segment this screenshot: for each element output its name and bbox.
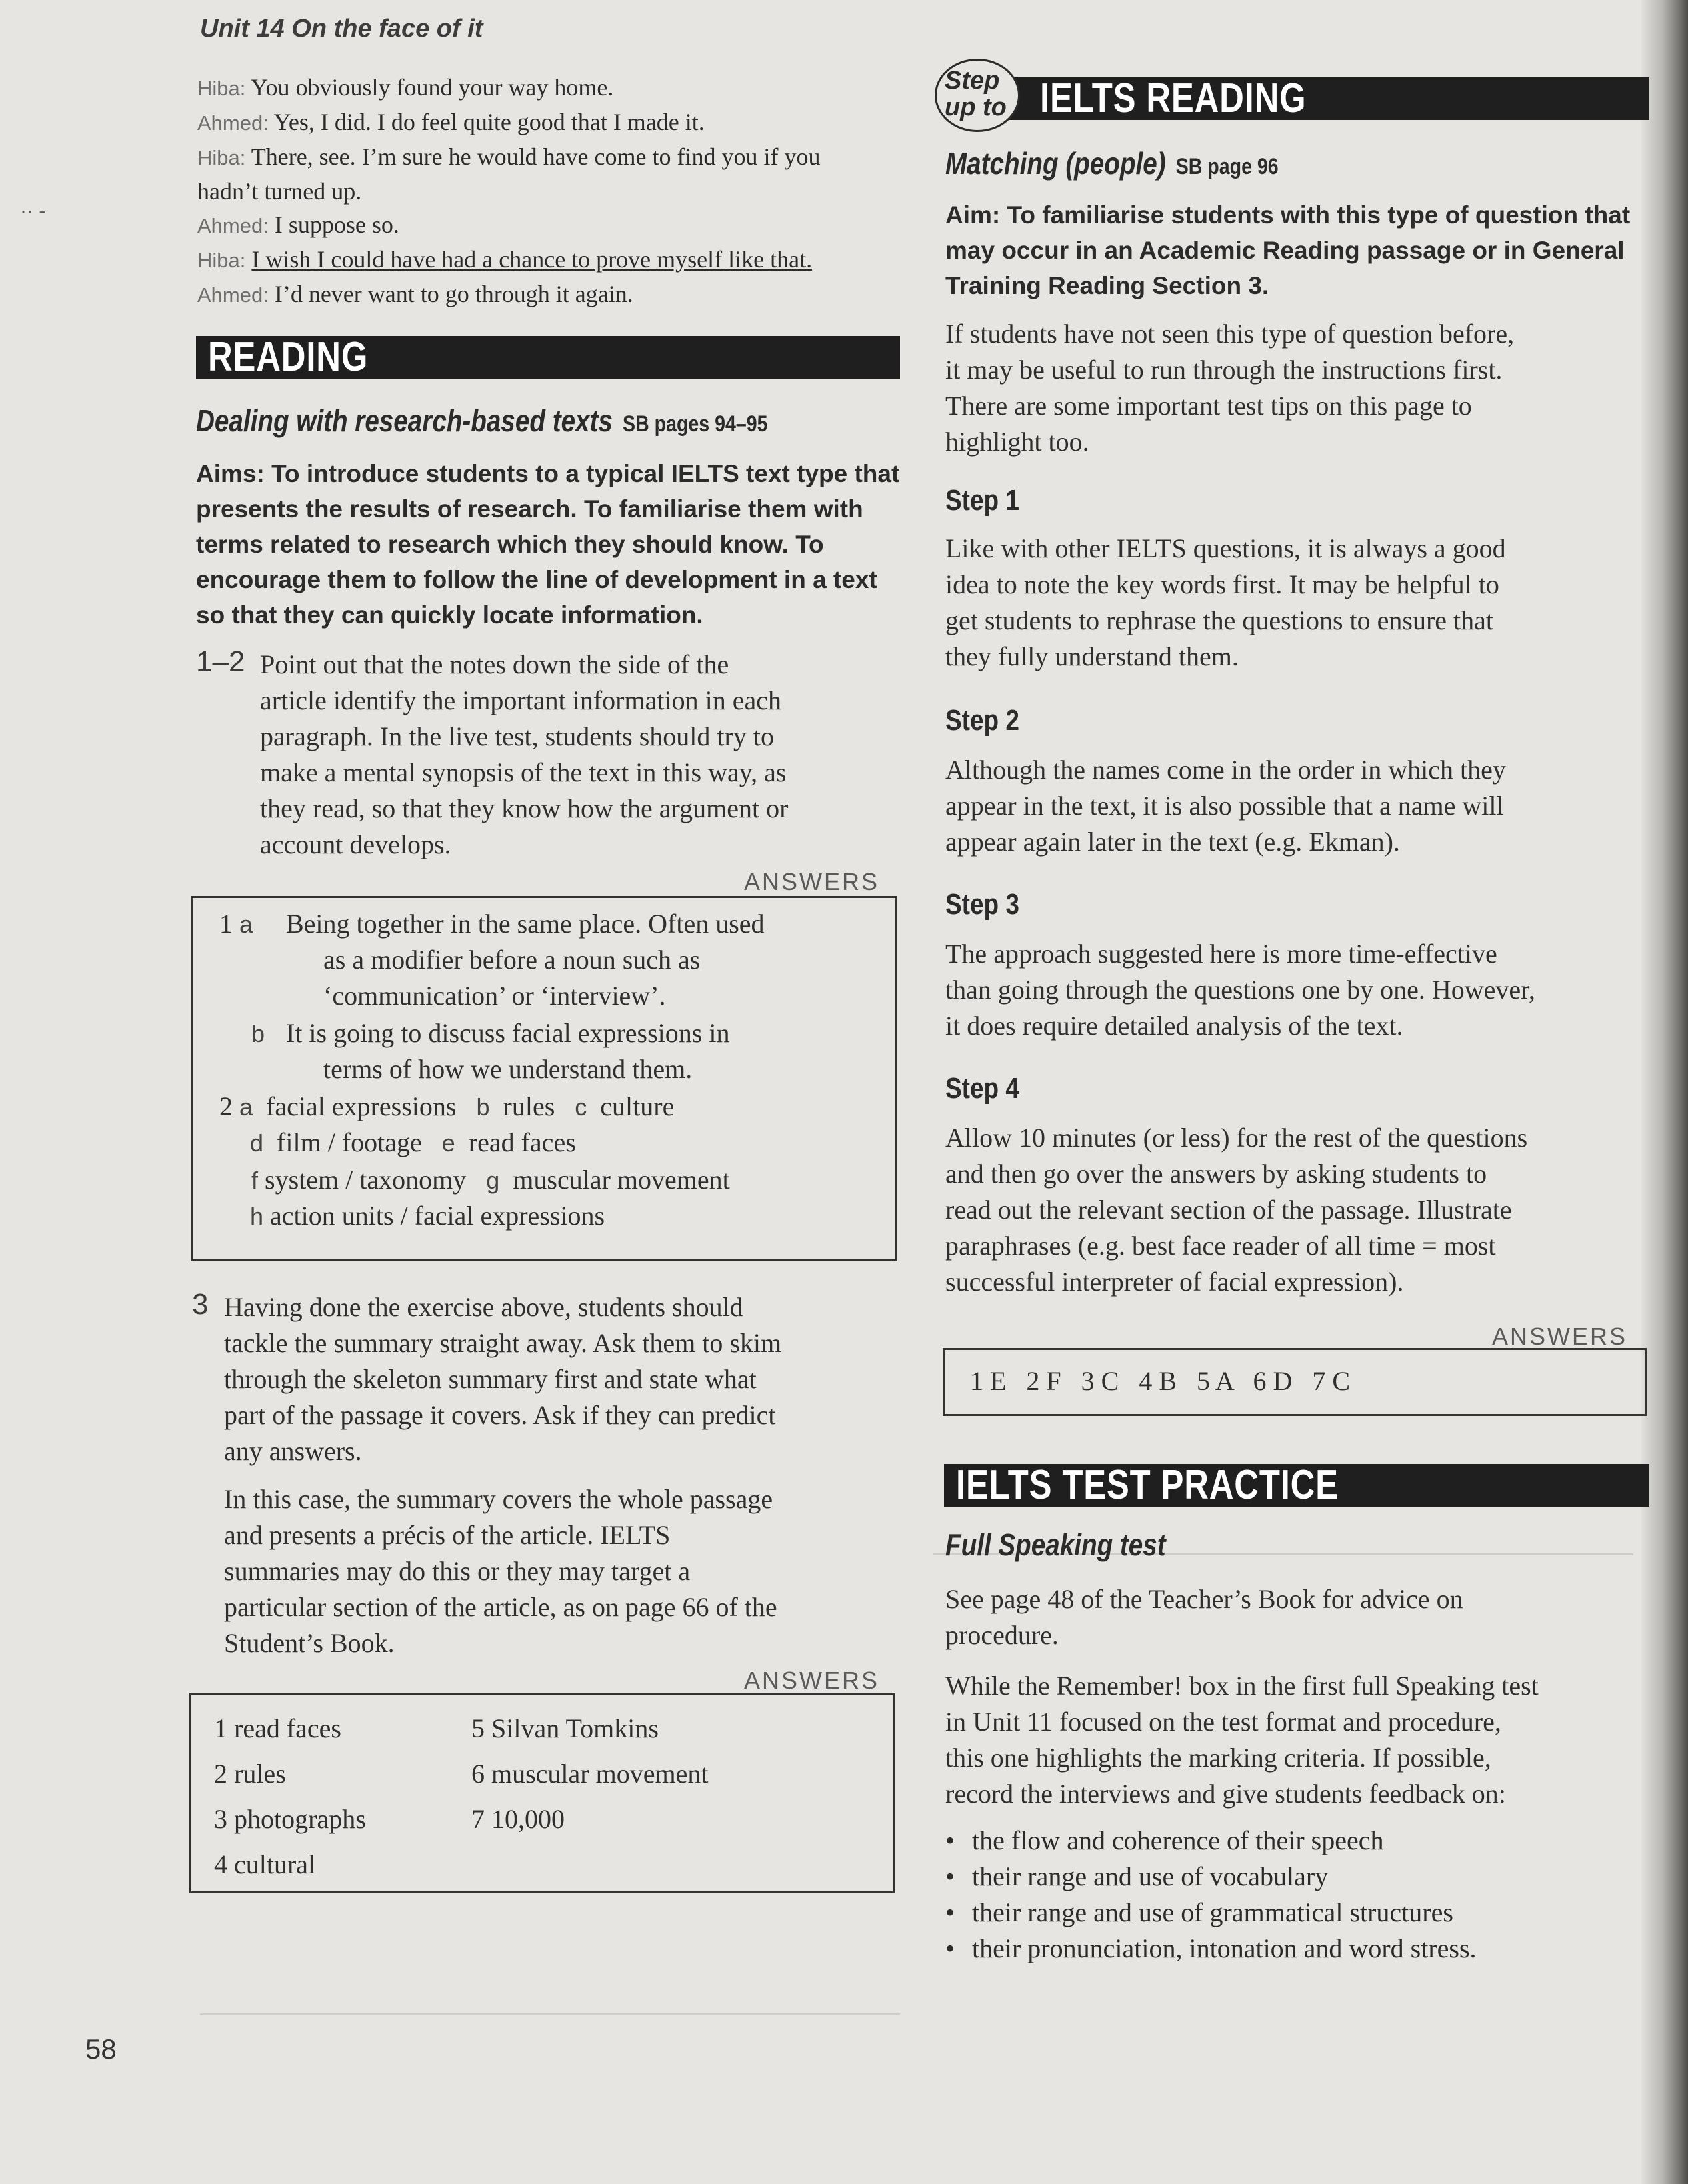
text-line: Although the names come in the order in which they bbox=[945, 755, 1506, 785]
speaker: Ahmed: bbox=[197, 214, 269, 237]
dialogue-text-underlined: I wish I could have had a chance to prove myself like that. bbox=[251, 246, 813, 273]
answers-label: ANSWERS bbox=[744, 868, 880, 895]
reading-section-bar bbox=[196, 336, 900, 379]
answer-num: 1 bbox=[219, 909, 233, 939]
answer-text: ‘communication’ or ‘interview’. bbox=[323, 981, 666, 1011]
reading-bar-title: READING bbox=[208, 334, 369, 380]
dialogue-line bbox=[197, 243, 904, 277]
text-line: and then go over the answers by asking students to bbox=[945, 1159, 1487, 1189]
answer-line bbox=[219, 1089, 674, 1125]
text-line: If students have not seen this type of question before, bbox=[945, 319, 1515, 349]
step-up-intro bbox=[945, 316, 1652, 460]
text-line: The approach suggested here is more time-effective bbox=[945, 939, 1497, 969]
text-line: it may be useful to run through the instructions first. bbox=[945, 355, 1503, 385]
text-line: See page 48 of the Teacher’s Book for advice on bbox=[945, 1584, 1463, 1614]
speaker: Hiba: bbox=[197, 146, 246, 169]
answer-line bbox=[219, 906, 253, 943]
margin-mark: ·· - bbox=[20, 200, 46, 222]
dialogue-text: hadn’t turned up. bbox=[197, 178, 362, 205]
reading-subhead bbox=[196, 403, 768, 439]
answer-text: film / footage bbox=[277, 1127, 422, 1157]
text-line: get students to rephrase the questions to ensure that bbox=[945, 605, 1494, 635]
text-line: idea to note the key words first. It may be helpful to bbox=[945, 569, 1499, 599]
dialogue-text: You obviously found your way home. bbox=[251, 74, 614, 101]
answer-text: action units / facial expressions bbox=[270, 1201, 605, 1231]
text-line: Allow 10 minutes (or less) for the rest of the questions bbox=[945, 1123, 1528, 1153]
unit-number: Unit 14 bbox=[200, 15, 285, 43]
text-line: paraphrases (e.g. best face reader of all time = most bbox=[945, 1231, 1496, 1261]
text-line: appear again later in the text (e.g. Ekman). bbox=[945, 827, 1400, 857]
speaker: Hiba: bbox=[197, 249, 246, 272]
answer-item: 5 Silvan Tomkins bbox=[471, 1713, 659, 1743]
step-4-text bbox=[945, 1120, 1665, 1300]
dialogue-line bbox=[197, 105, 904, 140]
answer-text: Being together in the same place. Often used bbox=[286, 909, 765, 939]
dialogue-line bbox=[197, 277, 904, 312]
answers-line: 1 E 2 F 3 C 4 B 5 A 6 D 7 C bbox=[970, 1366, 1351, 1396]
answers-label: ANSWERS bbox=[1492, 1323, 1628, 1350]
unit-title: On the face of it bbox=[291, 15, 483, 43]
answer-item: 2 rules bbox=[214, 1759, 286, 1789]
text-line: record the interviews and give students feedback on: bbox=[945, 1779, 1506, 1809]
answer-line bbox=[250, 1198, 605, 1235]
answer-text: as a modifier before a noun such as bbox=[323, 945, 701, 975]
answer-letter: a bbox=[239, 911, 253, 938]
answer-text: terms of how we understand them. bbox=[323, 1054, 693, 1084]
answer-letter: d bbox=[250, 1129, 264, 1157]
text-line: Point out that the notes down the side of the bbox=[260, 649, 729, 679]
answer-letter: a bbox=[239, 1093, 253, 1121]
answers-box-1 bbox=[191, 896, 897, 1261]
text-line: any answers. bbox=[224, 1436, 362, 1466]
text-line: While the Remember! box in the first full Speaking test bbox=[945, 1671, 1539, 1701]
step-up-bar-title: IELTS READING bbox=[1040, 75, 1307, 121]
page-number: 58 bbox=[85, 2033, 117, 2065]
dialogue-text: I suppose so. bbox=[274, 211, 399, 238]
answer-text: read faces bbox=[468, 1127, 576, 1157]
text-line: summaries may do this or they may target a bbox=[224, 1556, 691, 1586]
answers-label: ANSWERS bbox=[744, 1667, 880, 1694]
text-line: part of the passage it covers. Ask if they can predict bbox=[224, 1400, 776, 1430]
answer-text: facial expressions bbox=[266, 1091, 457, 1121]
text-line: procedure. bbox=[945, 1620, 1059, 1650]
answer-letter: e bbox=[441, 1129, 455, 1157]
text-line: Student’s Book. bbox=[224, 1628, 395, 1658]
text-line: than going through the questions one by one. However, bbox=[945, 975, 1535, 1005]
answers-left-column bbox=[214, 1706, 366, 1887]
answers-right-column bbox=[471, 1706, 708, 1842]
item-number-1-2: 1–2 bbox=[196, 645, 245, 678]
step-3-text bbox=[945, 936, 1665, 1044]
step-2-text bbox=[945, 752, 1652, 860]
answer-letter: f bbox=[251, 1167, 259, 1194]
bleed-line bbox=[200, 2013, 900, 2015]
badge-line-2: up to bbox=[945, 93, 1007, 121]
answer-item: 3 photographs bbox=[214, 1804, 366, 1834]
answers-box-3 bbox=[943, 1348, 1647, 1416]
step-up-section-bar bbox=[997, 77, 1649, 120]
bullet-item: • their range and use of vocabulary bbox=[943, 1859, 1663, 1895]
speaker: Ahmed: bbox=[197, 283, 269, 307]
aims-line: encourage them to follow the line of development in a text bbox=[196, 566, 877, 593]
unit-header bbox=[200, 15, 483, 43]
aims-line: presents the results of research. To familiarise them with bbox=[196, 495, 863, 523]
text-line: they read, so that they know how the argument or bbox=[260, 793, 789, 823]
text-line: There are some important test tips on this page to bbox=[945, 391, 1472, 421]
summary-note-text bbox=[224, 1481, 917, 1661]
step-1-text bbox=[945, 531, 1652, 675]
step-up-subhead-ref: SB page 96 bbox=[1175, 154, 1279, 179]
text-line: in Unit 11 focused on the test format and procedure, bbox=[945, 1707, 1501, 1737]
text-line: highlight too. bbox=[945, 427, 1089, 457]
text-line: In this case, the summary covers the whole passage bbox=[224, 1484, 773, 1514]
text-line: through the skeleton summary first and state what bbox=[224, 1364, 757, 1394]
answer-text: muscular movement bbox=[513, 1165, 730, 1195]
answer-item: 1 read faces bbox=[214, 1713, 341, 1743]
answer-text: system / taxonomy bbox=[265, 1165, 467, 1195]
dialogue-line bbox=[197, 208, 904, 243]
text-line: successful interpreter of facial expression). bbox=[945, 1267, 1404, 1297]
dialogue bbox=[197, 71, 904, 312]
answer-letter: b bbox=[251, 1020, 265, 1047]
text-line: Having done the exercise above, students should bbox=[224, 1292, 743, 1322]
text-line: paragraph. In the live test, students should try to bbox=[260, 721, 774, 751]
speaker: Ahmed: bbox=[197, 111, 269, 135]
text-line: it does require detailed analysis of the text. bbox=[945, 1011, 1403, 1041]
dialogue-text: There, see. I’m sure he would have come to find you if you bbox=[251, 143, 821, 170]
answer-text: culture bbox=[600, 1091, 675, 1121]
answer-letter: g bbox=[486, 1167, 500, 1194]
text-line: read out the relevant section of the passage. Illustrate bbox=[945, 1195, 1512, 1225]
text-line: and presents a précis of the article. IELTS bbox=[224, 1520, 671, 1550]
item-3-text bbox=[224, 1289, 917, 1469]
answer-letter: b bbox=[476, 1093, 490, 1121]
item-number-3: 3 bbox=[192, 1288, 209, 1321]
item-1-2-text bbox=[260, 647, 913, 863]
text-line: appear in the text, it is also possible that a name will bbox=[945, 791, 1504, 821]
text-line: article identify the important information in each bbox=[260, 685, 781, 715]
answer-letter: h bbox=[250, 1203, 264, 1230]
step-up-aims bbox=[945, 197, 1652, 303]
text-line: this one highlights the marking criteria. If possible, bbox=[945, 1743, 1491, 1773]
reading-subhead-title: Dealing with research-based texts bbox=[196, 403, 613, 438]
dialogue-line bbox=[197, 140, 904, 175]
aims-line: so that they can quickly locate information. bbox=[196, 601, 703, 629]
answer-text: It is going to discuss facial expressions in bbox=[286, 1018, 730, 1048]
dialogue-line bbox=[197, 175, 904, 208]
step-1-heading: Step 1 bbox=[945, 484, 1019, 517]
step-up-subhead bbox=[945, 145, 1279, 181]
bullet-item: • the flow and coherence of their speech bbox=[943, 1823, 1663, 1859]
step-up-subhead-title: Matching (people) bbox=[945, 146, 1166, 181]
test-practice-subhead: Full Speaking test bbox=[945, 1527, 1166, 1562]
test-practice-p2 bbox=[945, 1668, 1665, 1812]
speaker: Hiba: bbox=[197, 77, 246, 100]
answer-line bbox=[250, 1125, 576, 1161]
test-practice-section-bar bbox=[944, 1464, 1649, 1507]
bullet-item: • their range and use of grammatical structures bbox=[943, 1895, 1663, 1931]
text-line: tackle the summary straight away. Ask them to skim bbox=[224, 1328, 782, 1358]
reading-subhead-ref: SB pages 94–95 bbox=[623, 411, 768, 437]
text-line: make a mental synopsis of the text in this way, as bbox=[260, 757, 787, 787]
answer-item: 6 muscular movement bbox=[471, 1759, 709, 1789]
reading-aims bbox=[196, 456, 916, 633]
answers-box-2 bbox=[189, 1693, 895, 1893]
step-2-heading: Step 2 bbox=[945, 704, 1019, 737]
text-line: account develops. bbox=[260, 829, 451, 859]
test-practice-p1 bbox=[945, 1581, 1652, 1653]
step-4-heading: Step 4 bbox=[945, 1072, 1019, 1105]
dialogue-text: Yes, I did. I do feel quite good that I made it. bbox=[273, 109, 705, 135]
answer-item: 4 cultural bbox=[214, 1849, 316, 1879]
step-3-heading: Step 3 bbox=[945, 888, 1019, 921]
dialogue-text: I’d never want to go through it again. bbox=[274, 281, 633, 307]
text-line: Like with other IELTS questions, it is always a good bbox=[945, 533, 1506, 563]
feedback-bullet-list bbox=[943, 1823, 1663, 1967]
aims-line: may occur in an Academic Reading passage or in General bbox=[945, 237, 1625, 264]
badge-line-1: Step bbox=[945, 67, 1000, 95]
test-practice-bar-title: IELTS TEST PRACTICE bbox=[956, 1462, 1339, 1508]
aims-line: Aim: To familiarise students with this type of question that bbox=[945, 201, 1631, 229]
answer-line bbox=[251, 1015, 265, 1052]
answer-item: 7 10,000 bbox=[471, 1804, 565, 1834]
text-line: they fully understand them. bbox=[945, 641, 1239, 671]
dialogue-line bbox=[197, 71, 904, 105]
text-line: particular section of the article, as on page 66 of the bbox=[224, 1592, 777, 1622]
aims-line: Aims: To introduce students to a typical IELTS text type that bbox=[196, 460, 900, 487]
bullet-item: • their pronunciation, intonation and word stress. bbox=[943, 1931, 1663, 1967]
aims-line: Training Reading Section 3. bbox=[945, 272, 1269, 299]
answer-line bbox=[251, 1162, 730, 1199]
answer-num: 2 bbox=[219, 1091, 233, 1121]
answer-letter: c bbox=[575, 1093, 587, 1121]
aims-line: terms related to research which they should know. To bbox=[196, 531, 824, 558]
answer-text: rules bbox=[503, 1091, 555, 1121]
step-up-badge bbox=[935, 59, 1020, 132]
